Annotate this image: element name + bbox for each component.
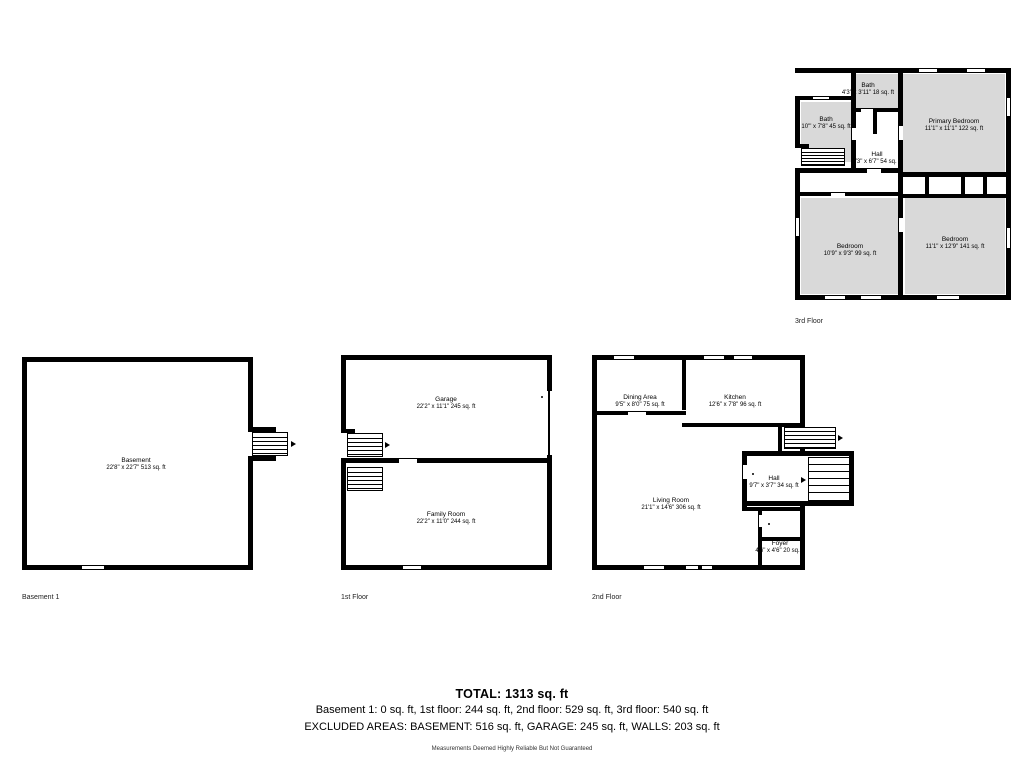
floor-plan-third-floor <box>795 68 1011 300</box>
wall-stair-alcove-bottom <box>248 456 276 461</box>
floor-caption-first-floor: 1st Floor <box>341 594 369 601</box>
door-primary-bedroom <box>899 126 903 140</box>
floor-plan-basement-1 <box>22 357 276 570</box>
window-right-1 <box>1007 98 1010 116</box>
door-hall-bottom <box>867 169 881 173</box>
wall-closet-1 <box>925 176 929 196</box>
wall-right-lower <box>547 467 552 570</box>
window-top-2 <box>704 356 724 359</box>
floor-caption-basement-1: Basement 1 <box>22 594 60 601</box>
wall-closet-bottom <box>903 194 1007 198</box>
window-top-2 <box>919 69 937 72</box>
door-garage-to-family <box>399 459 417 463</box>
wall-right-upper <box>248 357 253 431</box>
marker-foyer <box>768 523 770 525</box>
window-left-1 <box>796 218 799 236</box>
floor-plan-first-floor <box>341 355 552 570</box>
window-right-2 <box>1007 228 1010 248</box>
wall-bedroom-left-top <box>795 192 903 196</box>
room-label-bedroom-left: Bedroom 10'9" x 9'3" 99 sq. ft <box>823 243 877 258</box>
staircase-first-floor-upper <box>347 433 383 457</box>
wall-left <box>22 357 27 570</box>
window-top-3 <box>967 69 985 72</box>
wall-right-upper <box>547 355 552 391</box>
door-dining-opening <box>628 412 646 415</box>
room-label-family-room: Family Room 22'2" x 11'0" 244 sq. ft <box>416 511 476 526</box>
floor-caption-third-floor: 3rd Floor <box>795 318 824 325</box>
wall-right-hall-bottom <box>742 501 854 506</box>
room-label-hall: Hall 8'3" x 6'7" 54 sq. ft <box>852 151 902 166</box>
area-summary <box>0 687 1024 752</box>
window-bottom-1 <box>825 296 845 299</box>
wall-mid-horizontal-left <box>795 168 903 173</box>
wall-right-garage-thin <box>548 391 550 455</box>
floor-plan-second-floor <box>592 355 854 570</box>
door-bedroom-left <box>831 193 845 196</box>
wall-left-upper <box>341 355 346 433</box>
staircase-basement <box>252 432 288 456</box>
window-top-1 <box>813 97 829 99</box>
room-label-bath-large: Bath 10'" x 7'8" 45 sq. ft <box>801 116 851 131</box>
staircase-first-floor-lower <box>347 467 383 491</box>
door-family-bottom <box>403 566 421 569</box>
room-label-hall: Hall 9'7" x 3'7" 34 sq. ft <box>749 475 799 490</box>
door-bedroom-right <box>899 218 903 232</box>
window-bottom-1 <box>644 566 664 569</box>
door-bath-small <box>861 109 873 112</box>
measurement-disclaimer: Measurements Deemed Highly Reliable But Not Guaranteed <box>431 745 593 752</box>
door-foyer <box>759 515 763 527</box>
total-area: TOTAL: 1313 sq. ft <box>455 687 569 701</box>
window-bottom-3 <box>702 566 712 569</box>
floor-breakdown: Basement 1: 0 sq. ft, 1st floor: 244 sq. ft, 2nd floor: 529 sq. ft, 3rd floor: 540 sq. ft <box>315 704 709 716</box>
staircase-second-floor-lower <box>808 457 850 501</box>
wall-bath-small-bottom-stub <box>873 108 877 134</box>
room-label-foyer: Foyer 4'6" x 4'6" 20 sq. ft <box>755 540 805 555</box>
window-top-3 <box>734 356 752 359</box>
wall-bottom <box>592 565 805 570</box>
room-label-primary-bedroom: Primary Bedroom 11'1" x 11'1" 122 sq. ft <box>924 118 984 133</box>
wall-garage-family-divider <box>341 458 552 463</box>
marker-bottom-basement <box>150 566 152 568</box>
wall-closet-2 <box>961 176 965 196</box>
wall-left <box>592 355 597 570</box>
wall-top <box>22 357 253 362</box>
window-bottom-3 <box>937 296 959 299</box>
staircase-second-floor-upper <box>784 427 836 449</box>
wall-right-hall-top <box>742 451 854 456</box>
window-bottom-2 <box>686 566 698 569</box>
wall-mid-horizontal-right <box>898 172 1011 177</box>
wall-kitchen-right-stub <box>778 423 782 451</box>
marker-garage-right <box>541 396 543 398</box>
room-label-living-room: Living Room 21'1" x 14'6" 306 sq. ft <box>641 497 701 512</box>
room-fill-upper-right-closets <box>905 174 1005 196</box>
wall-left-lower <box>341 458 346 570</box>
room-label-basement: Basement 22'8" x 22'7" 513 sq. ft <box>106 457 166 472</box>
room-label-bath-small: Bath 4'3" x 3'11" 18 sq. ft <box>841 82 895 97</box>
floor-caption-second-floor: 2nd Floor <box>592 594 622 601</box>
stair-direction-arrow-upper <box>385 442 390 448</box>
stair-direction-arrow <box>291 441 296 447</box>
wall-bottom <box>22 565 253 570</box>
excluded-areas: EXCLUDED AREAS: BASEMENT: 516 sq. ft, GARAGE: 245 sq. ft, WALLS: 203 sq. ft <box>304 720 720 733</box>
room-label-bedroom-right: Bedroom 11'1" x 12'9" 141 sq. ft <box>925 236 985 251</box>
room-fill-second-floor-main <box>597 360 800 565</box>
wall-hall-bottom-foyer <box>742 507 804 511</box>
wall-closet-3 <box>983 176 987 196</box>
window-bottom-basement <box>82 566 104 569</box>
room-label-kitchen: Kitchen 12'6" x 7'8" 96 sq. ft <box>708 394 762 409</box>
stair-direction-arrow-lower <box>341 476 346 482</box>
wall-right-lower <box>248 460 253 570</box>
wall-top <box>341 355 552 360</box>
stair-direction-arrow-upper <box>838 435 843 441</box>
window-top-1 <box>614 356 634 359</box>
room-label-garage: Garage 22'2" x 11'1" 245 sq. ft <box>416 396 476 411</box>
window-bottom-2 <box>861 296 881 299</box>
wall-bottom <box>341 565 552 570</box>
room-label-dining-area: Dining Area 9'5" x 8'0" 75 sq. ft <box>615 394 665 409</box>
